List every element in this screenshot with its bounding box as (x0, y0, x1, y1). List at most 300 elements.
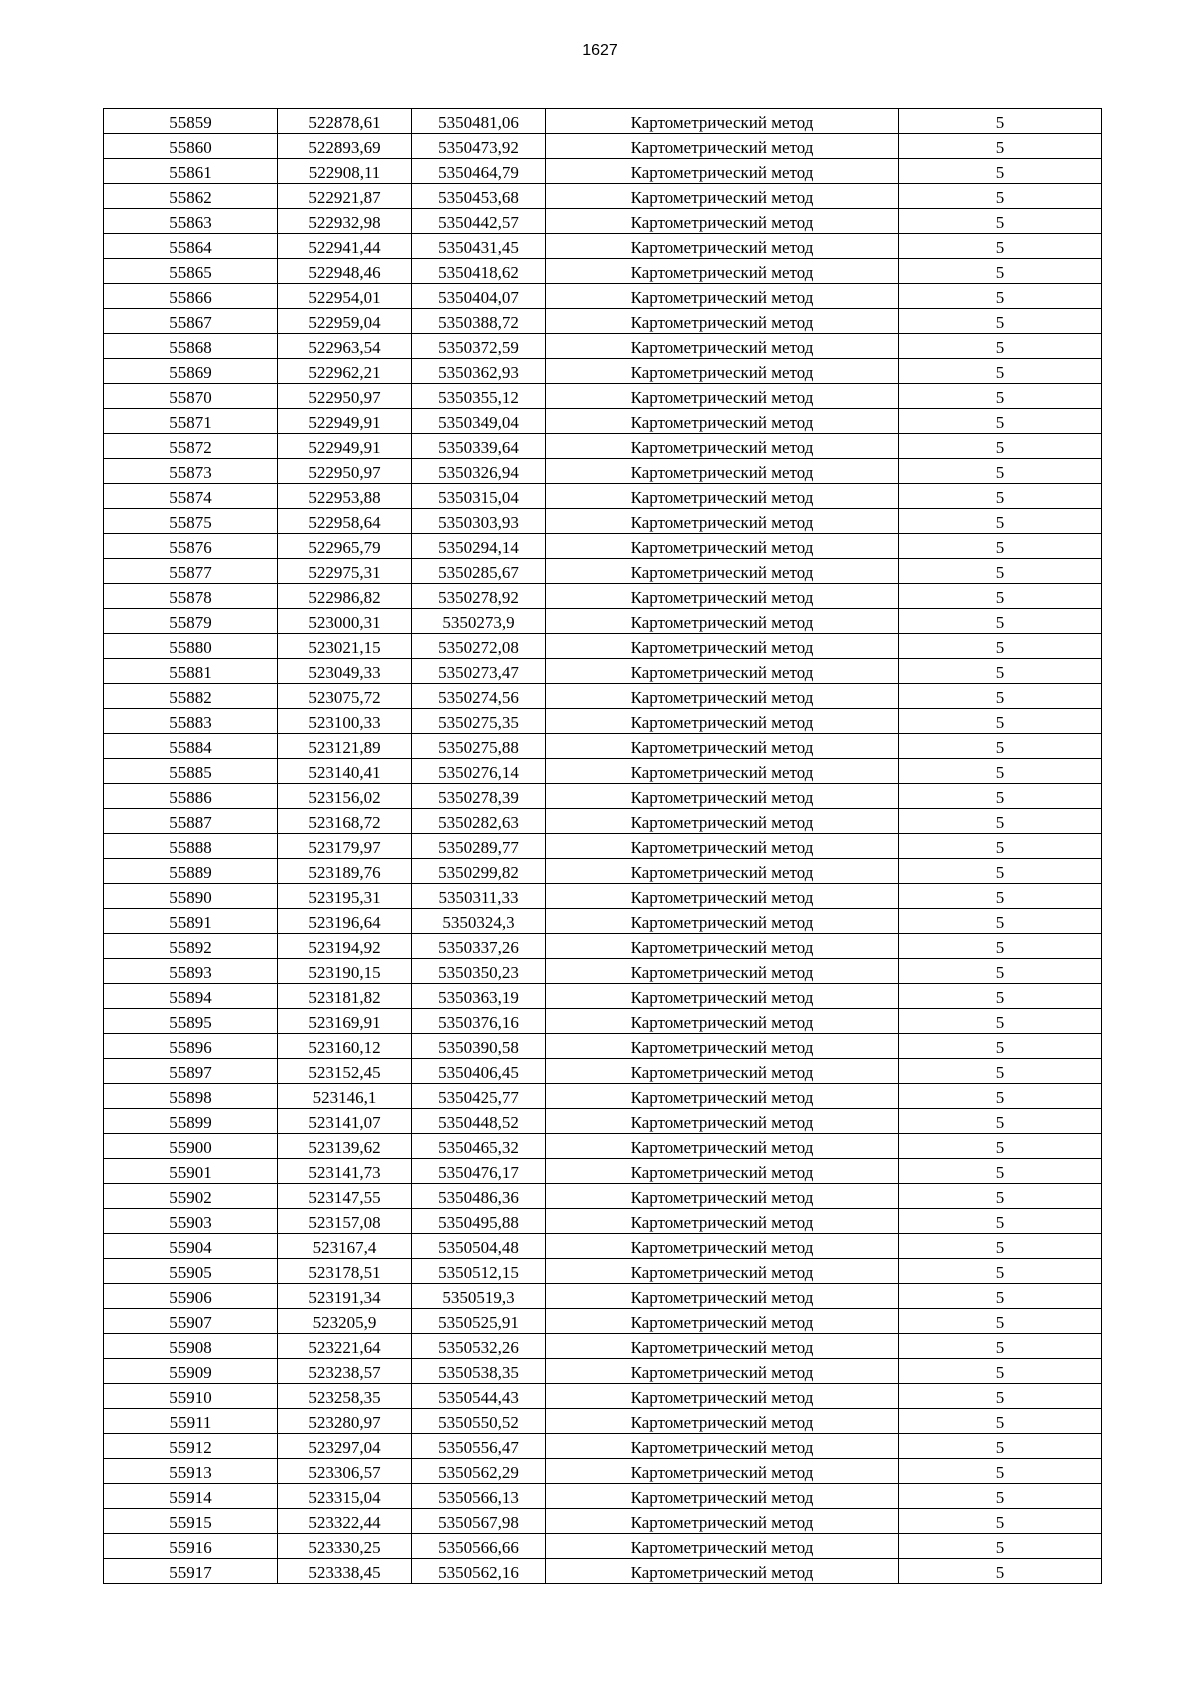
x-coordinate-cell: 523191,34 (278, 1284, 412, 1309)
accuracy-cell: 5 (899, 759, 1102, 784)
y-coordinate-cell: 5350372,59 (412, 334, 546, 359)
y-coordinate-cell: 5350465,32 (412, 1134, 546, 1159)
table-row (104, 1184, 1102, 1209)
accuracy-cell: 5 (899, 1184, 1102, 1209)
method-cell: Картометрический метод (546, 1484, 899, 1509)
point-number-cell: 55891 (104, 909, 278, 934)
accuracy-cell: 5 (899, 1384, 1102, 1409)
accuracy-cell: 5 (899, 384, 1102, 409)
table-row (104, 1109, 1102, 1134)
point-number-cell: 55862 (104, 184, 278, 209)
y-coordinate-cell: 5350566,66 (412, 1534, 546, 1559)
accuracy-cell: 5 (899, 784, 1102, 809)
y-coordinate-cell: 5350473,92 (412, 134, 546, 159)
accuracy-cell: 5 (899, 1484, 1102, 1509)
accuracy-cell: 5 (899, 209, 1102, 234)
y-coordinate-cell: 5350464,79 (412, 159, 546, 184)
accuracy-cell: 5 (899, 1459, 1102, 1484)
x-coordinate-cell: 523181,82 (278, 984, 412, 1009)
y-coordinate-cell: 5350562,29 (412, 1459, 546, 1484)
x-coordinate-cell: 523160,12 (278, 1034, 412, 1059)
table-row (104, 309, 1102, 334)
method-cell: Картометрический метод (546, 984, 899, 1009)
point-number-cell: 55874 (104, 484, 278, 509)
method-cell: Картометрический метод (546, 234, 899, 259)
method-cell: Картометрический метод (546, 434, 899, 459)
x-coordinate-cell: 522975,31 (278, 559, 412, 584)
method-cell: Картометрический метод (546, 634, 899, 659)
accuracy-cell: 5 (899, 334, 1102, 359)
point-number-cell: 55881 (104, 659, 278, 684)
x-coordinate-cell: 523156,02 (278, 784, 412, 809)
method-cell: Картометрический метод (546, 159, 899, 184)
point-number-cell: 55900 (104, 1134, 278, 1159)
table-row (104, 1534, 1102, 1559)
point-number-cell: 55896 (104, 1034, 278, 1059)
point-number-cell: 55915 (104, 1509, 278, 1534)
x-coordinate-cell: 522893,69 (278, 134, 412, 159)
y-coordinate-cell: 5350442,57 (412, 209, 546, 234)
table-row (104, 834, 1102, 859)
y-coordinate-cell: 5350431,45 (412, 234, 546, 259)
y-coordinate-cell: 5350376,16 (412, 1009, 546, 1034)
accuracy-cell: 5 (899, 884, 1102, 909)
y-coordinate-cell: 5350303,93 (412, 509, 546, 534)
y-coordinate-cell: 5350273,9 (412, 609, 546, 634)
point-number-cell: 55888 (104, 834, 278, 859)
point-number-cell: 55895 (104, 1009, 278, 1034)
accuracy-cell: 5 (899, 1409, 1102, 1434)
method-cell: Картометрический метод (546, 709, 899, 734)
y-coordinate-cell: 5350285,67 (412, 559, 546, 584)
y-coordinate-cell: 5350355,12 (412, 384, 546, 409)
point-number-cell: 55864 (104, 234, 278, 259)
method-cell: Картометрический метод (546, 1359, 899, 1384)
x-coordinate-cell: 523179,97 (278, 834, 412, 859)
point-number-cell: 55913 (104, 1459, 278, 1484)
accuracy-cell: 5 (899, 134, 1102, 159)
accuracy-cell: 5 (899, 184, 1102, 209)
y-coordinate-cell: 5350362,93 (412, 359, 546, 384)
x-coordinate-cell: 523157,08 (278, 1209, 412, 1234)
y-coordinate-cell: 5350418,62 (412, 259, 546, 284)
table-row (104, 1234, 1102, 1259)
x-coordinate-cell: 522950,97 (278, 459, 412, 484)
accuracy-cell: 5 (899, 934, 1102, 959)
x-coordinate-cell: 523322,44 (278, 1509, 412, 1534)
method-cell: Картометрический метод (546, 484, 899, 509)
method-cell: Картометрический метод (546, 409, 899, 434)
x-coordinate-cell: 522949,91 (278, 409, 412, 434)
accuracy-cell: 5 (899, 1509, 1102, 1534)
table-row (104, 1484, 1102, 1509)
table-row (104, 634, 1102, 659)
accuracy-cell: 5 (899, 609, 1102, 634)
method-cell: Картометрический метод (546, 934, 899, 959)
method-cell: Картометрический метод (546, 1384, 899, 1409)
accuracy-cell: 5 (899, 259, 1102, 284)
table-row (104, 334, 1102, 359)
method-cell: Картометрический метод (546, 309, 899, 334)
method-cell: Картометрический метод (546, 1259, 899, 1284)
method-cell: Картометрический метод (546, 359, 899, 384)
x-coordinate-cell: 523100,33 (278, 709, 412, 734)
y-coordinate-cell: 5350406,45 (412, 1059, 546, 1084)
table-row (104, 509, 1102, 534)
point-number-cell: 55875 (104, 509, 278, 534)
accuracy-cell: 5 (899, 684, 1102, 709)
coordinates-table-body (104, 109, 1102, 1584)
y-coordinate-cell: 5350495,88 (412, 1209, 546, 1234)
accuracy-cell: 5 (899, 509, 1102, 534)
point-number-cell: 55866 (104, 284, 278, 309)
accuracy-cell: 5 (899, 559, 1102, 584)
table-row (104, 184, 1102, 209)
x-coordinate-cell: 523189,76 (278, 859, 412, 884)
accuracy-cell: 5 (899, 1534, 1102, 1559)
method-cell: Картометрический метод (546, 1309, 899, 1334)
x-coordinate-cell: 523205,9 (278, 1309, 412, 1334)
x-coordinate-cell: 522953,88 (278, 484, 412, 509)
point-number-cell: 55905 (104, 1259, 278, 1284)
x-coordinate-cell: 523194,92 (278, 934, 412, 959)
table-row (104, 109, 1102, 134)
method-cell: Картометрический метод (546, 1059, 899, 1084)
point-number-cell: 55914 (104, 1484, 278, 1509)
table-row (104, 134, 1102, 159)
x-coordinate-cell: 523140,41 (278, 759, 412, 784)
y-coordinate-cell: 5350349,04 (412, 409, 546, 434)
x-coordinate-cell: 522963,54 (278, 334, 412, 359)
accuracy-cell: 5 (899, 1109, 1102, 1134)
x-coordinate-cell: 523121,89 (278, 734, 412, 759)
x-coordinate-cell: 522878,61 (278, 109, 412, 134)
x-coordinate-cell: 523075,72 (278, 684, 412, 709)
accuracy-cell: 5 (899, 1234, 1102, 1259)
table-row (104, 859, 1102, 884)
table-row (104, 359, 1102, 384)
table-row (104, 434, 1102, 459)
table-row (104, 1434, 1102, 1459)
method-cell: Картометрический метод (546, 209, 899, 234)
x-coordinate-cell: 522986,82 (278, 584, 412, 609)
method-cell: Картометрический метод (546, 609, 899, 634)
point-number-cell: 55887 (104, 809, 278, 834)
accuracy-cell: 5 (899, 1359, 1102, 1384)
y-coordinate-cell: 5350275,35 (412, 709, 546, 734)
table-row (104, 259, 1102, 284)
table-row (104, 1459, 1102, 1484)
table-row (104, 1409, 1102, 1434)
table-row (104, 934, 1102, 959)
table-row (104, 234, 1102, 259)
accuracy-cell: 5 (899, 1059, 1102, 1084)
table-row (104, 759, 1102, 784)
accuracy-cell: 5 (899, 284, 1102, 309)
x-coordinate-cell: 523178,51 (278, 1259, 412, 1284)
point-number-cell: 55876 (104, 534, 278, 559)
table-row (104, 1134, 1102, 1159)
y-coordinate-cell: 5350278,92 (412, 584, 546, 609)
table-row (104, 384, 1102, 409)
point-number-cell: 55899 (104, 1109, 278, 1134)
y-coordinate-cell: 5350404,07 (412, 284, 546, 309)
point-number-cell: 55865 (104, 259, 278, 284)
point-number-cell: 55882 (104, 684, 278, 709)
x-coordinate-cell: 522949,91 (278, 434, 412, 459)
accuracy-cell: 5 (899, 984, 1102, 1009)
x-coordinate-cell: 523168,72 (278, 809, 412, 834)
point-number-cell: 55909 (104, 1359, 278, 1384)
x-coordinate-cell: 523338,45 (278, 1559, 412, 1584)
accuracy-cell: 5 (899, 959, 1102, 984)
accuracy-cell: 5 (899, 1159, 1102, 1184)
x-coordinate-cell: 522921,87 (278, 184, 412, 209)
y-coordinate-cell: 5350315,04 (412, 484, 546, 509)
x-coordinate-cell: 523280,97 (278, 1409, 412, 1434)
y-coordinate-cell: 5350448,52 (412, 1109, 546, 1134)
y-coordinate-cell: 5350324,3 (412, 909, 546, 934)
table-row (104, 1559, 1102, 1584)
y-coordinate-cell: 5350276,14 (412, 759, 546, 784)
x-coordinate-cell: 523315,04 (278, 1484, 412, 1509)
point-number-cell: 55912 (104, 1434, 278, 1459)
table-row (104, 709, 1102, 734)
y-coordinate-cell: 5350274,56 (412, 684, 546, 709)
y-coordinate-cell: 5350556,47 (412, 1434, 546, 1459)
y-coordinate-cell: 5350275,88 (412, 734, 546, 759)
point-number-cell: 55860 (104, 134, 278, 159)
point-number-cell: 55897 (104, 1059, 278, 1084)
accuracy-cell: 5 (899, 159, 1102, 184)
x-coordinate-cell: 522959,04 (278, 309, 412, 334)
x-coordinate-cell: 523297,04 (278, 1434, 412, 1459)
y-coordinate-cell: 5350282,63 (412, 809, 546, 834)
method-cell: Картометрический метод (546, 909, 899, 934)
accuracy-cell: 5 (899, 1034, 1102, 1059)
method-cell: Картометрический метод (546, 1034, 899, 1059)
table-row (104, 409, 1102, 434)
point-number-cell: 55903 (104, 1209, 278, 1234)
point-number-cell: 55916 (104, 1534, 278, 1559)
method-cell: Картометрический метод (546, 1209, 899, 1234)
point-number-cell: 55879 (104, 609, 278, 634)
y-coordinate-cell: 5350512,15 (412, 1259, 546, 1284)
x-coordinate-cell: 522908,11 (278, 159, 412, 184)
table-row (104, 1359, 1102, 1384)
point-number-cell: 55908 (104, 1334, 278, 1359)
accuracy-cell: 5 (899, 459, 1102, 484)
accuracy-cell: 5 (899, 309, 1102, 334)
y-coordinate-cell: 5350550,52 (412, 1409, 546, 1434)
method-cell: Картометрический метод (546, 534, 899, 559)
y-coordinate-cell: 5350525,91 (412, 1309, 546, 1334)
y-coordinate-cell: 5350519,3 (412, 1284, 546, 1309)
method-cell: Картометрический метод (546, 759, 899, 784)
y-coordinate-cell: 5350390,58 (412, 1034, 546, 1059)
accuracy-cell: 5 (899, 534, 1102, 559)
x-coordinate-cell: 523147,55 (278, 1184, 412, 1209)
table-row (104, 784, 1102, 809)
y-coordinate-cell: 5350388,72 (412, 309, 546, 334)
y-coordinate-cell: 5350299,82 (412, 859, 546, 884)
x-coordinate-cell: 522954,01 (278, 284, 412, 309)
accuracy-cell: 5 (899, 484, 1102, 509)
accuracy-cell: 5 (899, 1259, 1102, 1284)
y-coordinate-cell: 5350337,26 (412, 934, 546, 959)
point-number-cell: 55877 (104, 559, 278, 584)
x-coordinate-cell: 522950,97 (278, 384, 412, 409)
table-row (104, 1009, 1102, 1034)
table-row (104, 1159, 1102, 1184)
method-cell: Картометрический метод (546, 859, 899, 884)
x-coordinate-cell: 523021,15 (278, 634, 412, 659)
method-cell: Картометрический метод (546, 459, 899, 484)
table-row (104, 459, 1102, 484)
point-number-cell: 55867 (104, 309, 278, 334)
accuracy-cell: 5 (899, 734, 1102, 759)
accuracy-cell: 5 (899, 634, 1102, 659)
x-coordinate-cell: 523049,33 (278, 659, 412, 684)
method-cell: Картометрический метод (546, 734, 899, 759)
accuracy-cell: 5 (899, 659, 1102, 684)
table-row (104, 734, 1102, 759)
accuracy-cell: 5 (899, 409, 1102, 434)
table-row (104, 284, 1102, 309)
accuracy-cell: 5 (899, 909, 1102, 934)
accuracy-cell: 5 (899, 359, 1102, 384)
table-row (104, 1084, 1102, 1109)
y-coordinate-cell: 5350504,48 (412, 1234, 546, 1259)
page-number: 1627 (582, 42, 618, 59)
x-coordinate-cell: 522958,64 (278, 509, 412, 534)
point-number-cell: 55868 (104, 334, 278, 359)
point-number-cell: 55910 (104, 1384, 278, 1409)
x-coordinate-cell: 523139,62 (278, 1134, 412, 1159)
accuracy-cell: 5 (899, 1084, 1102, 1109)
point-number-cell: 55863 (104, 209, 278, 234)
x-coordinate-cell: 523167,4 (278, 1234, 412, 1259)
accuracy-cell: 5 (899, 1434, 1102, 1459)
y-coordinate-cell: 5350453,68 (412, 184, 546, 209)
x-coordinate-cell: 523258,35 (278, 1384, 412, 1409)
method-cell: Картометрический метод (546, 1134, 899, 1159)
method-cell: Картометрический метод (546, 1184, 899, 1209)
x-coordinate-cell: 522941,44 (278, 234, 412, 259)
method-cell: Картометрический метод (546, 834, 899, 859)
accuracy-cell: 5 (899, 1209, 1102, 1234)
table-row (104, 1034, 1102, 1059)
method-cell: Картометрический метод (546, 559, 899, 584)
method-cell: Картометрический метод (546, 284, 899, 309)
method-cell: Картометрический метод (546, 1009, 899, 1034)
method-cell: Картометрический метод (546, 1109, 899, 1134)
y-coordinate-cell: 5350481,06 (412, 109, 546, 134)
y-coordinate-cell: 5350363,19 (412, 984, 546, 1009)
method-cell: Картометрический метод (546, 659, 899, 684)
point-number-cell: 55869 (104, 359, 278, 384)
table-row (104, 1209, 1102, 1234)
table-row (104, 609, 1102, 634)
point-number-cell: 55873 (104, 459, 278, 484)
method-cell: Картометрический метод (546, 134, 899, 159)
method-cell: Картометрический метод (546, 1459, 899, 1484)
accuracy-cell: 5 (899, 1134, 1102, 1159)
method-cell: Картометрический метод (546, 884, 899, 909)
y-coordinate-cell: 5350532,26 (412, 1334, 546, 1359)
x-coordinate-cell: 522948,46 (278, 259, 412, 284)
y-coordinate-cell: 5350538,35 (412, 1359, 546, 1384)
point-number-cell: 55907 (104, 1309, 278, 1334)
method-cell: Картометрический метод (546, 1284, 899, 1309)
table-row (104, 209, 1102, 234)
point-number-cell: 55890 (104, 884, 278, 909)
y-coordinate-cell: 5350294,14 (412, 534, 546, 559)
point-number-cell: 55884 (104, 734, 278, 759)
y-coordinate-cell: 5350350,23 (412, 959, 546, 984)
method-cell: Картометрический метод (546, 1084, 899, 1109)
accuracy-cell: 5 (899, 1559, 1102, 1584)
point-number-cell: 55893 (104, 959, 278, 984)
point-number-cell: 55904 (104, 1234, 278, 1259)
table-row (104, 534, 1102, 559)
point-number-cell: 55917 (104, 1559, 278, 1584)
x-coordinate-cell: 523146,1 (278, 1084, 412, 1109)
accuracy-cell: 5 (899, 859, 1102, 884)
y-coordinate-cell: 5350311,33 (412, 884, 546, 909)
method-cell: Картометрический метод (546, 259, 899, 284)
y-coordinate-cell: 5350278,39 (412, 784, 546, 809)
table-row (104, 1509, 1102, 1534)
x-coordinate-cell: 523195,31 (278, 884, 412, 909)
method-cell: Картометрический метод (546, 184, 899, 209)
table-row (104, 159, 1102, 184)
x-coordinate-cell: 523330,25 (278, 1534, 412, 1559)
accuracy-cell: 5 (899, 234, 1102, 259)
table-row (104, 659, 1102, 684)
method-cell: Картометрический метод (546, 1534, 899, 1559)
method-cell: Картометрический метод (546, 1559, 899, 1584)
method-cell: Картометрический метод (546, 1334, 899, 1359)
point-number-cell: 55885 (104, 759, 278, 784)
method-cell: Картометрический метод (546, 1434, 899, 1459)
table-row (104, 1334, 1102, 1359)
method-cell: Картометрический метод (546, 784, 899, 809)
x-coordinate-cell: 523190,15 (278, 959, 412, 984)
point-number-cell: 55892 (104, 934, 278, 959)
method-cell: Картометрический метод (546, 1509, 899, 1534)
x-coordinate-cell: 523141,07 (278, 1109, 412, 1134)
y-coordinate-cell: 5350272,08 (412, 634, 546, 659)
x-coordinate-cell: 523000,31 (278, 609, 412, 634)
accuracy-cell: 5 (899, 1284, 1102, 1309)
table-row (104, 559, 1102, 584)
table-row (104, 959, 1102, 984)
method-cell: Картометрический метод (546, 1159, 899, 1184)
y-coordinate-cell: 5350476,17 (412, 1159, 546, 1184)
accuracy-cell: 5 (899, 834, 1102, 859)
accuracy-cell: 5 (899, 709, 1102, 734)
x-coordinate-cell: 523238,57 (278, 1359, 412, 1384)
x-coordinate-cell: 523306,57 (278, 1459, 412, 1484)
method-cell: Картометрический метод (546, 684, 899, 709)
method-cell: Картометрический метод (546, 384, 899, 409)
coordinates-table (103, 108, 1102, 1584)
x-coordinate-cell: 522932,98 (278, 209, 412, 234)
accuracy-cell: 5 (899, 1309, 1102, 1334)
y-coordinate-cell: 5350339,64 (412, 434, 546, 459)
point-number-cell: 55880 (104, 634, 278, 659)
